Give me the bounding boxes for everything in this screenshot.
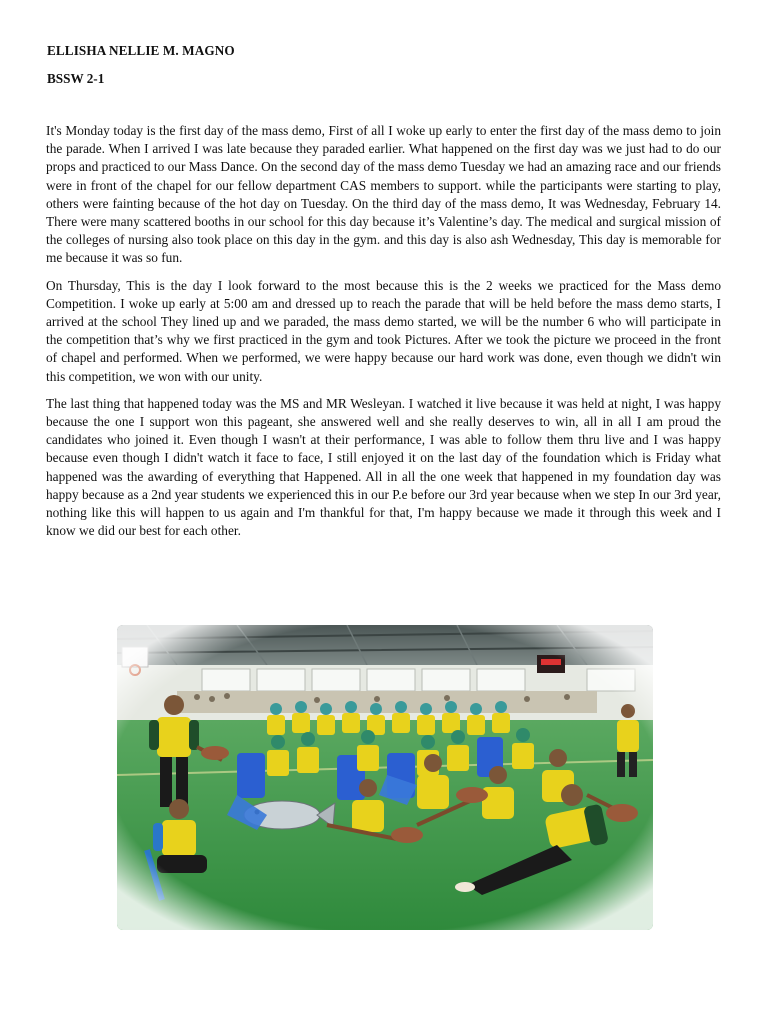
section-label: BSSW 2-1 — [47, 71, 105, 86]
group-photo-image — [117, 625, 653, 930]
paragraph-2: On Thursday, This is the day I look forward to the most because this is the 2 weeks we practiced for the Mass demo Competition. I woke up early at 5:00 am and dressed up to reach the parade that will be held before the mass demo starts, I arrived at the school They lined up and we paraded, the mass demo started, we will be the number 6 who will participate in the competition that’s why we first practiced in the gym and took Pictures. After we took the picture we proceed in the front of chapel and performed. When we performed, we were happy because our hard work was done, even though we didn't win this competition, we won with our unity. — [46, 277, 721, 384]
paragraph-1: It's Monday today is the first day of the mass demo, First of all I woke up early to enter the first day of the mass demo to join the parade. When I arrived I was late because they paraded earlier. What happened on the first day was we just had to do our props and practiced to our Mass Dance. On the second day of the mass demo Tuesday we had an amazing race and our friends were in front of the chapel for our fellow department CAS members to support. while the participants were starting to play, others were fainting because of the hot day on Tuesday. On the third day of the mass demo, It was Wednesday, February 14. There were many scattered booths in our school for this day because it’s Valentine’s day. The medical and surgical mission of the colleges of nursing also took place on this day in the gym. and this day is also ash Wednesday, This day is memorable for me because it was so fun. — [46, 123, 721, 266]
essay-body — [46, 122, 721, 549]
paragraph-3: The last thing that happened today was the MS and MR Wesleyan. I watched it live because it was held at night, I was happy because the one I support won this pageant, she answered well and she really deserves to win, all in all I am proud the candidates who joined it. Even though I wasn't at their performance, I was able to follow them thru live and I was happy because even though I didn't watch it face to face, I still enjoyed it on the last day of the foundation which is Friday what happened was the awarding of everything that Happened. All in all the one week that happened in my foundation day was happy because as a 2nd year students we experienced this in our P.e before our 3rd year because when we step In our 3rd year, nothing like this will happen to us again and I'm thankful for that, I'm happy because we made it through this week and I know we did our best for each other. — [46, 395, 721, 539]
author-name: ELLISHA NELLIE M. MAGNO — [47, 43, 235, 58]
